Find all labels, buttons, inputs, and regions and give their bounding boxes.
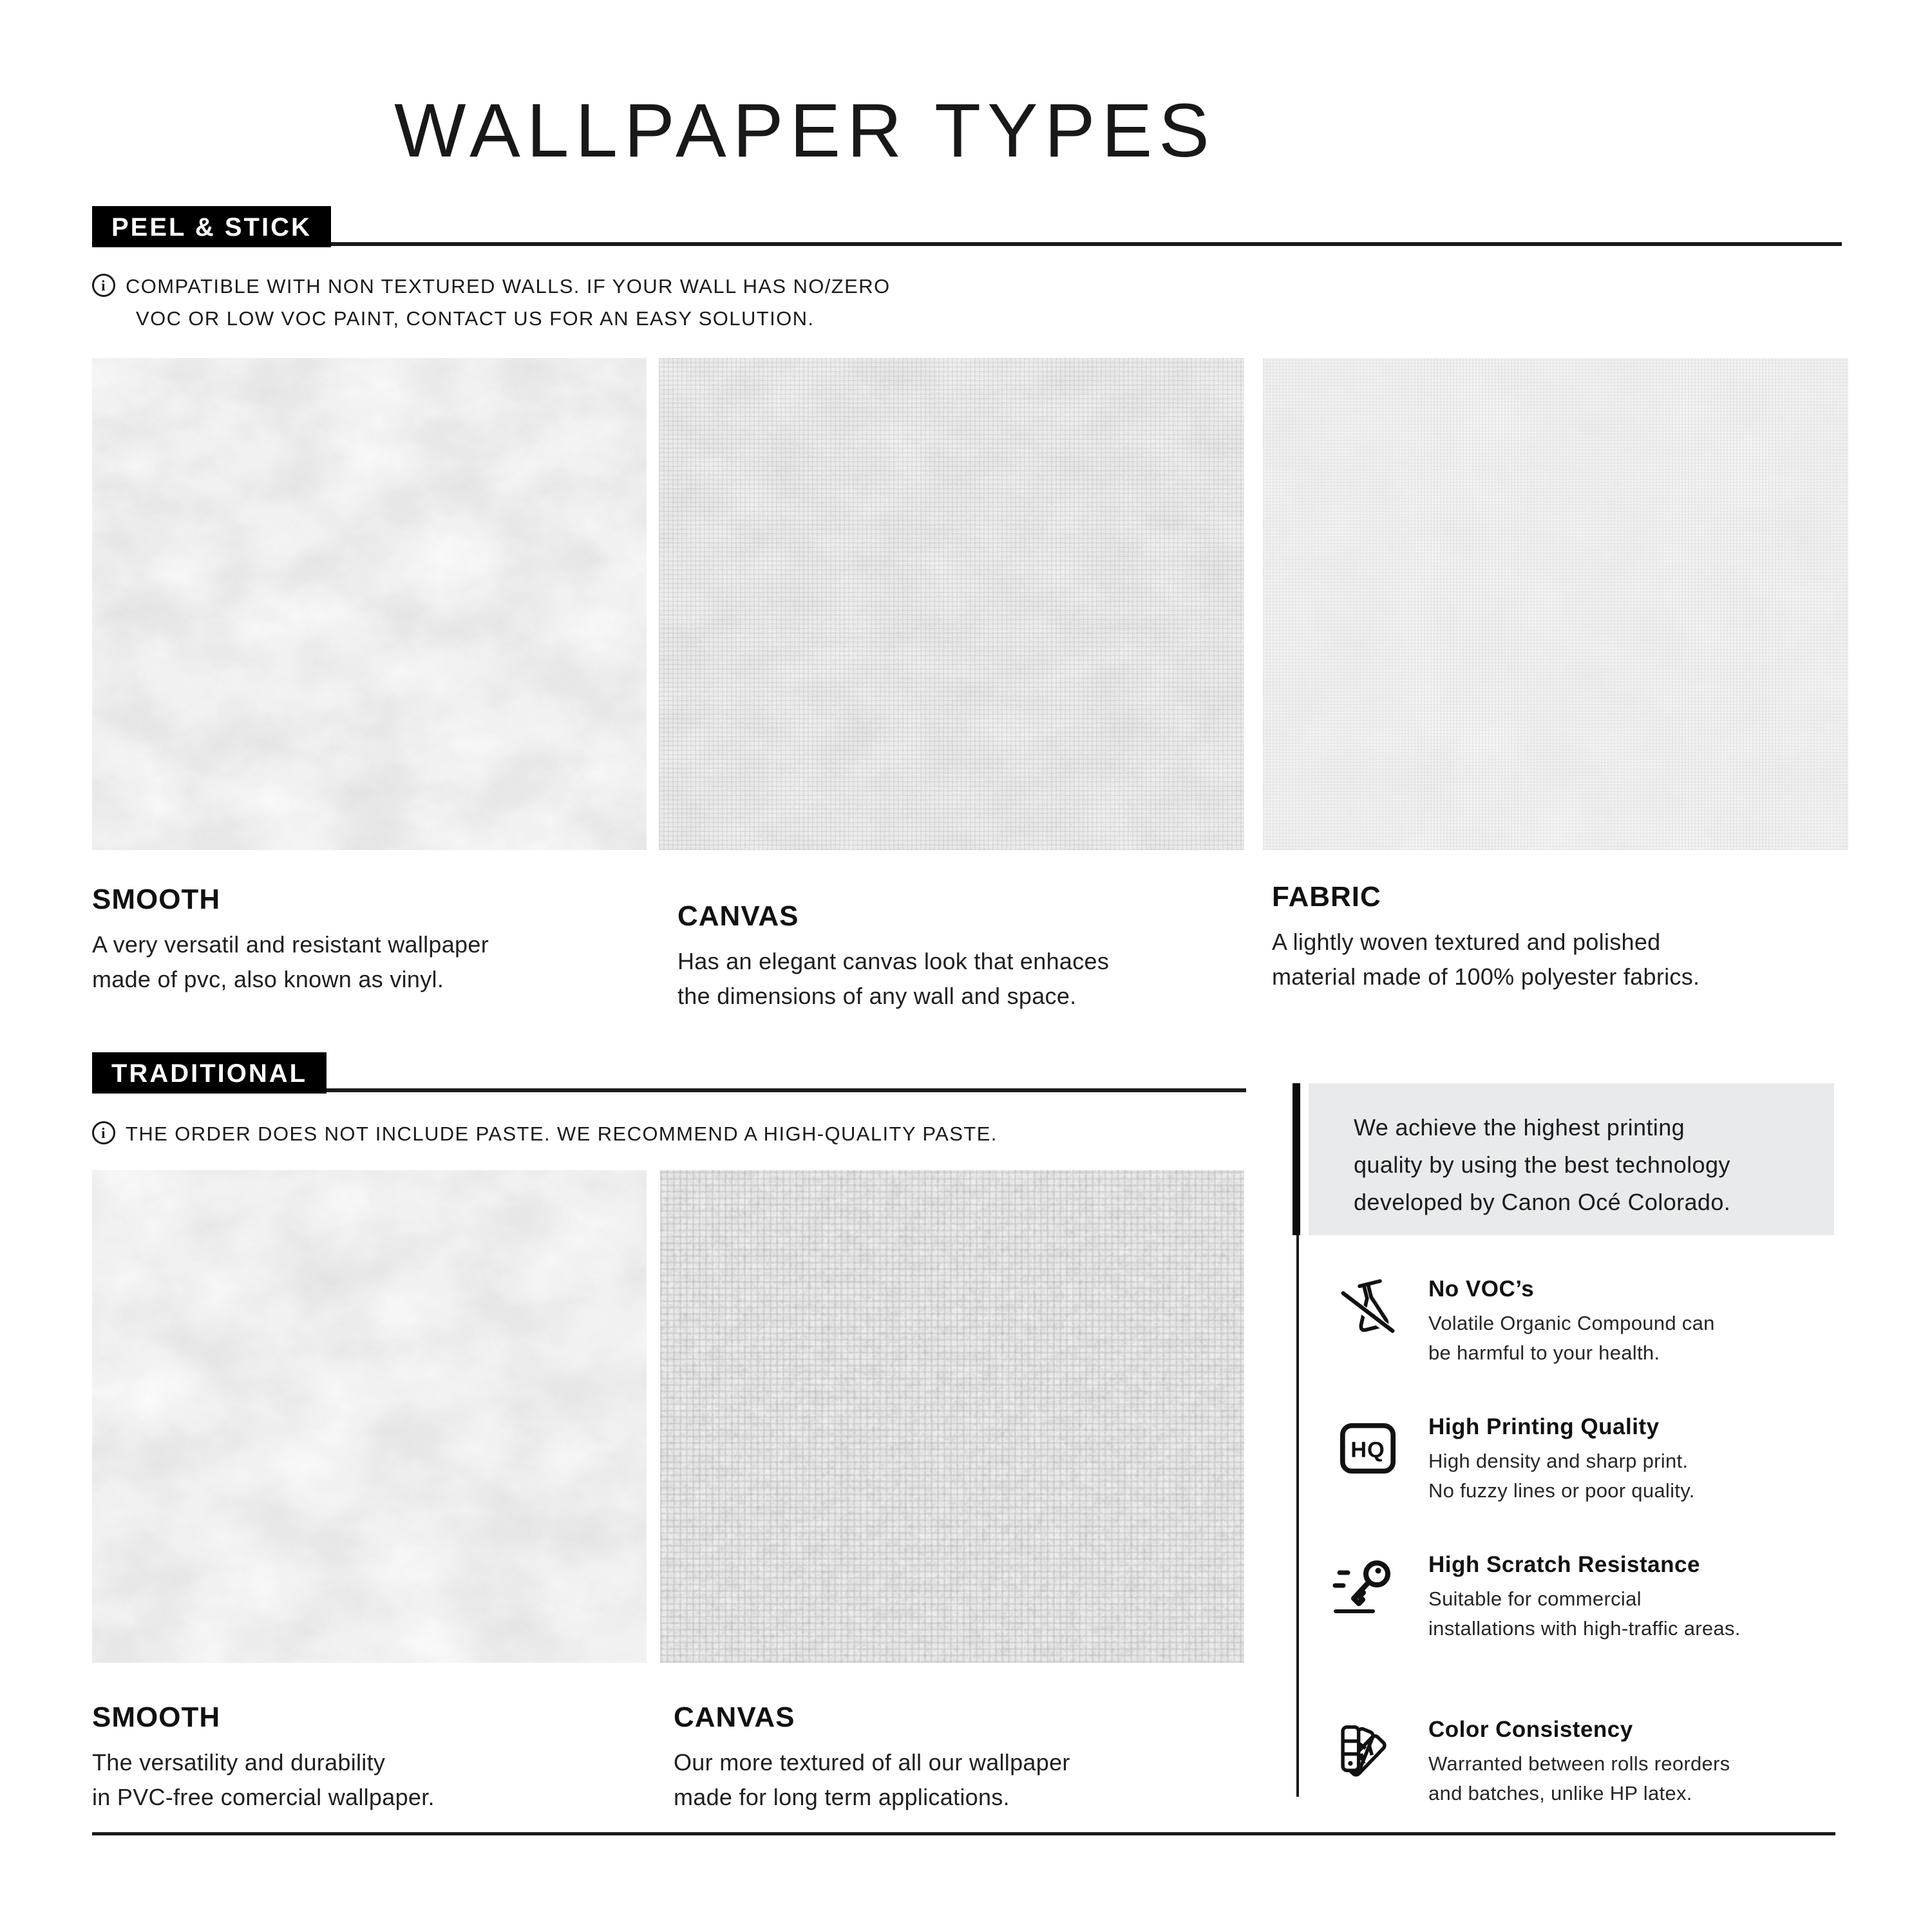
type-description-line: made for long term applications. [674,1784,1010,1810]
hq-badge-icon [1337,1421,1399,1479]
type-name: CANVAS [674,1701,795,1733]
no-voc-flask-icon [1337,1279,1399,1344]
traditional-badge: TRADITIONAL [92,1052,327,1094]
type-caption-peel-canvas [677,900,1109,1014]
peel-stick-section-rule [92,242,1842,246]
feature-description [1428,1309,1715,1368]
type-description-line: A very versatil and resistant wallpaper [92,931,489,958]
peel-stick-note [92,270,891,335]
traditional-note [92,1118,998,1150]
type-name: SMOOTH [92,1701,221,1733]
texture-swatch-peel-fabric [1263,358,1848,850]
type-caption-traditional-canvas [674,1701,1070,1815]
type-description [674,1745,1070,1815]
type-description [92,927,489,997]
feature-title: Color Consistency [1428,1717,1633,1742]
feature-description-line: installations with high-traffic areas. [1428,1617,1741,1640]
type-name: FABRIC [1272,881,1381,913]
peel-stick-section-header [92,206,331,247]
type-caption-peel-smooth [92,884,489,997]
scratch-key-icon [1331,1555,1401,1622]
note-line: COMPATIBLE WITH NON TEXTURED WALLS. IF YOUR WALL HAS NO/ZERO [126,275,891,298]
texture-swatch-traditional-canvas [660,1170,1244,1663]
feature-title: High Printing Quality [1428,1414,1660,1439]
printing-quality-box [1309,1083,1834,1235]
quality-box-line: We achieve the highest printing [1354,1114,1685,1141]
type-description-line: The versatility and durability [92,1749,386,1776]
texture-swatch-peel-smooth [92,358,647,850]
svg-text:HQ: HQ [1350,1437,1385,1463]
feature-description-line: and batches, unlike HP latex. [1428,1782,1692,1804]
note-line: VOC OR LOW VOC PAINT, CONTACT US FOR AN EASY SOLUTION. [136,307,815,330]
feature-title: High Scratch Resistance [1428,1552,1700,1577]
page-title: WALLPAPER TYPES [394,88,1216,173]
type-description-line: material made of 100% polyester fabrics. [1272,963,1700,990]
type-description-line: the dimensions of any wall and space. [677,983,1077,1009]
type-description-line: in PVC-free comercial wallpaper. [92,1784,435,1810]
feature-text [1428,1276,1715,1368]
type-description-line: made of pvc, also known as vinyl. [92,966,444,992]
type-description [92,1745,435,1815]
traditional-section-header [92,1052,327,1094]
quality-box-accent-bar [1293,1083,1300,1235]
feature-text [1428,1552,1741,1643]
type-description [677,944,1109,1014]
type-description-line: A lightly woven textured and polished [1272,929,1661,955]
type-name: CANVAS [677,900,799,932]
feature-description [1428,1584,1741,1643]
texture-swatch-traditional-smooth [92,1170,647,1663]
feature-title: No VOC’s [1428,1276,1535,1302]
type-description [1272,925,1700,994]
feature-text [1428,1717,1730,1808]
feature-description-line: be harmful to your health. [1428,1341,1660,1364]
type-name: SMOOTH [92,884,221,915]
feature-text [1428,1414,1695,1506]
type-description-line: Our more textured of all our wallpaper [674,1749,1070,1776]
feature-description-line: Suitable for commercial [1428,1587,1642,1610]
feature-description-line: No fuzzy lines or poor quality. [1428,1479,1695,1502]
traditional-note-text: THE ORDER DOES NOT INCLUDE PASTE. WE RECOMMEND A HIGH-QUALITY PASTE. [126,1122,998,1145]
type-caption-peel-fabric [1272,881,1700,994]
bottom-rule [92,1832,1835,1835]
feature-description-line: High density and sharp print. [1428,1450,1689,1472]
info-icon: i [92,1121,115,1144]
feature-description-line: Volatile Organic Compound can [1428,1312,1715,1334]
feature-description [1428,1749,1730,1808]
info-icon: i [92,274,115,297]
peel-stick-note-text [126,270,891,335]
quality-box-line: developed by Canon Océ Colorado. [1354,1189,1731,1215]
type-description-line: Has an elegant canvas look that enhaces [677,948,1110,974]
quality-box-line: quality by using the best technology [1354,1151,1730,1178]
peel-stick-badge: PEEL & STICK [92,206,331,247]
texture-swatch-peel-canvas [659,358,1244,850]
type-caption-traditional-smooth [92,1701,435,1815]
feature-description [1428,1446,1695,1506]
color-swatches-icon [1337,1719,1401,1787]
feature-description-line: Warranted between rolls reorders [1428,1752,1730,1775]
